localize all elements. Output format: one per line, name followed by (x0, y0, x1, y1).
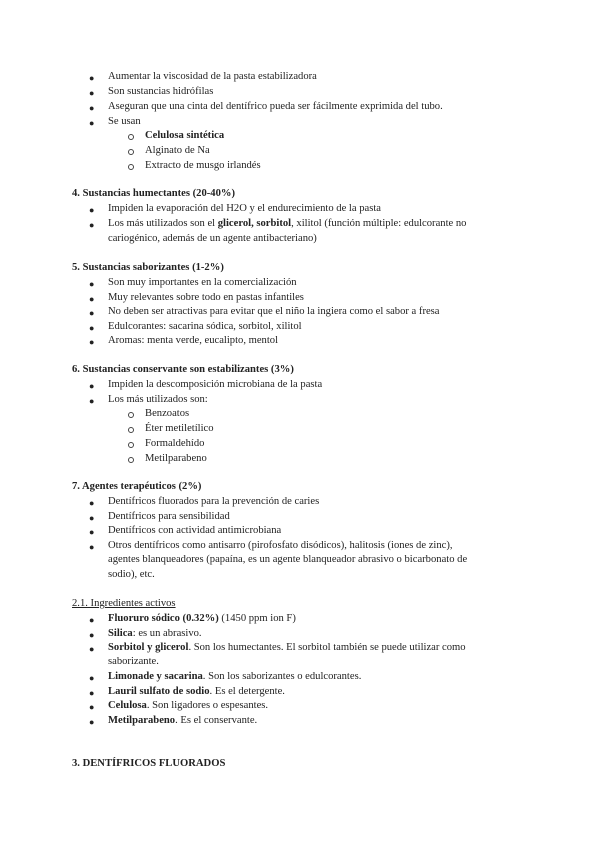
section-heading: 7. Agentes terapéuticos (2%) (72, 481, 202, 492)
list-item: Aseguran que una cinta del dentífrico pueda ser fácilmente exprimida del tubo. (108, 101, 443, 112)
list-item (108, 627, 202, 642)
bullet-icon: ● (89, 323, 95, 333)
bullet-icon: ● (89, 717, 95, 727)
list-item (108, 714, 257, 729)
bold-text: Metilparabeno (108, 715, 176, 726)
sub-list-item: Alginato de Na (145, 145, 210, 156)
list-item: Dentífricos para sensibilidad (108, 511, 230, 522)
list-item: Se usan (108, 116, 141, 127)
text-segment: . Son ligadores o espesantes. (146, 700, 269, 711)
bullet-icon: ● (89, 615, 95, 625)
list-item-continuation: sodio), etc. (108, 569, 155, 580)
list-item: Impiden la evaporación del H2O y el endurecimiento de la pasta (108, 203, 381, 214)
list-item: Muy relevantes sobre todo en pastas infantiles (108, 292, 304, 303)
bullet-icon: ● (89, 513, 95, 523)
bold-text: Silica (108, 628, 133, 639)
bullet-icon: ● (89, 88, 95, 98)
text-segment: . Son los saborizantes o edulcorantes. (202, 671, 362, 682)
bullet-icon: ● (89, 337, 95, 347)
list-item-continuation: saborizante. (108, 656, 159, 667)
bullet-icon: ● (89, 644, 95, 654)
sub-list-item: Celulosa sintética (145, 130, 225, 141)
list-item: Edulcorantes: sacarina sódica, sorbitol, xilitol (108, 321, 302, 332)
list-item (108, 685, 285, 700)
list-item (108, 612, 296, 627)
list-item: Dentífricos fluorados para la prevención de caries (108, 496, 320, 507)
bullet-icon: ● (89, 103, 95, 113)
list-item-continuation: agentes blanqueadores (papaína, es un agente blanqueador abrasivo o bicarbonato de (108, 554, 468, 565)
sub-list-item: Metilparabeno (145, 453, 207, 464)
list-item: Aromas: menta verde, eucalipto, mentol (108, 335, 279, 346)
bullet-icon: ● (89, 279, 95, 289)
list-item: Impiden la descomposición microbiana de la pasta (108, 379, 323, 390)
bullet-icon: ● (89, 688, 95, 698)
sub-list-item: Extracto de musgo irlandés (145, 160, 261, 171)
text-segment: . Son los humectantes. El sorbitol también se puede utilizar como (188, 642, 466, 653)
text-segment: . Es el detergente. (209, 686, 285, 697)
bullet-icon: ● (89, 630, 95, 640)
circle-bullet-icon (128, 412, 134, 418)
bullet-icon: ● (89, 294, 95, 304)
section-heading: 6. Sustancias conservante son estabilizantes (3%) (72, 364, 294, 375)
list-item (108, 699, 268, 714)
sub-list-item: Éter metiletílico (145, 423, 214, 434)
bold-text: Limonade y sacarina (108, 671, 203, 682)
list-item: Son muy importantes en la comercialización (108, 277, 297, 288)
list-item (108, 217, 466, 232)
section-heading: 5. Sustancias saborizantes (1-2%) (72, 262, 224, 273)
text-segment: Los más utilizados son el (108, 218, 218, 229)
list-item: Otros dentífricos como antisarro (pirofosfato disódicos), halitosis (iones de zinc), (108, 540, 453, 551)
subsection-heading: 2.1. Ingredientes activos (72, 598, 176, 609)
circle-bullet-icon (128, 457, 134, 463)
bullet-icon: ● (89, 396, 95, 406)
list-item (108, 641, 466, 656)
circle-bullet-icon (128, 164, 134, 170)
sub-list-item: Benzoatos (145, 408, 190, 419)
circle-bullet-icon (128, 427, 134, 433)
list-item: Los más utilizados son: (108, 394, 208, 405)
bold-text: Fluoruro sódico (0.32%) (108, 613, 219, 624)
bold-text: Lauril sulfato de sodio (108, 686, 210, 697)
section-heading: 3. DENTÍFRICOS FLUORADOS (72, 758, 226, 769)
list-item (108, 670, 361, 685)
bullet-icon: ● (89, 527, 95, 537)
bullet-icon: ● (89, 308, 95, 318)
text-segment: : es un abrasivo. (132, 628, 202, 639)
section-heading: 4. Sustancias humectantes (20-40%) (72, 188, 236, 199)
text-segment: . Es el conservante. (175, 715, 258, 726)
bullet-icon: ● (89, 498, 95, 508)
circle-bullet-icon (128, 442, 134, 448)
circle-bullet-icon (128, 134, 134, 140)
bullet-icon: ● (89, 205, 95, 215)
sub-list-item: Formaldehído (145, 438, 205, 449)
text-segment: , xilitol (función múltiple: edulcorante no (291, 218, 467, 229)
bullet-icon: ● (89, 73, 95, 83)
bold-text: Celulosa (108, 700, 147, 711)
bold-text: Sorbitol y glicerol (108, 642, 189, 653)
bullet-icon: ● (89, 542, 95, 552)
list-item: Aumentar la viscosidad de la pasta estabilizadora (108, 71, 317, 82)
bullet-icon: ● (89, 220, 95, 230)
bullet-icon: ● (89, 381, 95, 391)
list-item: No deben ser atractivas para evitar que el niño la ingiera como el sabor a fresa (108, 306, 440, 317)
list-item: Dentífricos con actividad antimicrobiana (108, 525, 282, 536)
circle-bullet-icon (128, 149, 134, 155)
text-segment: (1450 ppm ion F) (218, 613, 296, 624)
bullet-icon: ● (89, 673, 95, 683)
list-item: Son sustancias hidrófilas (108, 86, 214, 97)
bold-text: glicerol, sorbitol (217, 218, 292, 229)
list-item-continuation: cariogénico, además de un agente antibacteriano) (108, 233, 317, 244)
bullet-icon: ● (89, 118, 95, 128)
bullet-icon: ● (89, 702, 95, 712)
